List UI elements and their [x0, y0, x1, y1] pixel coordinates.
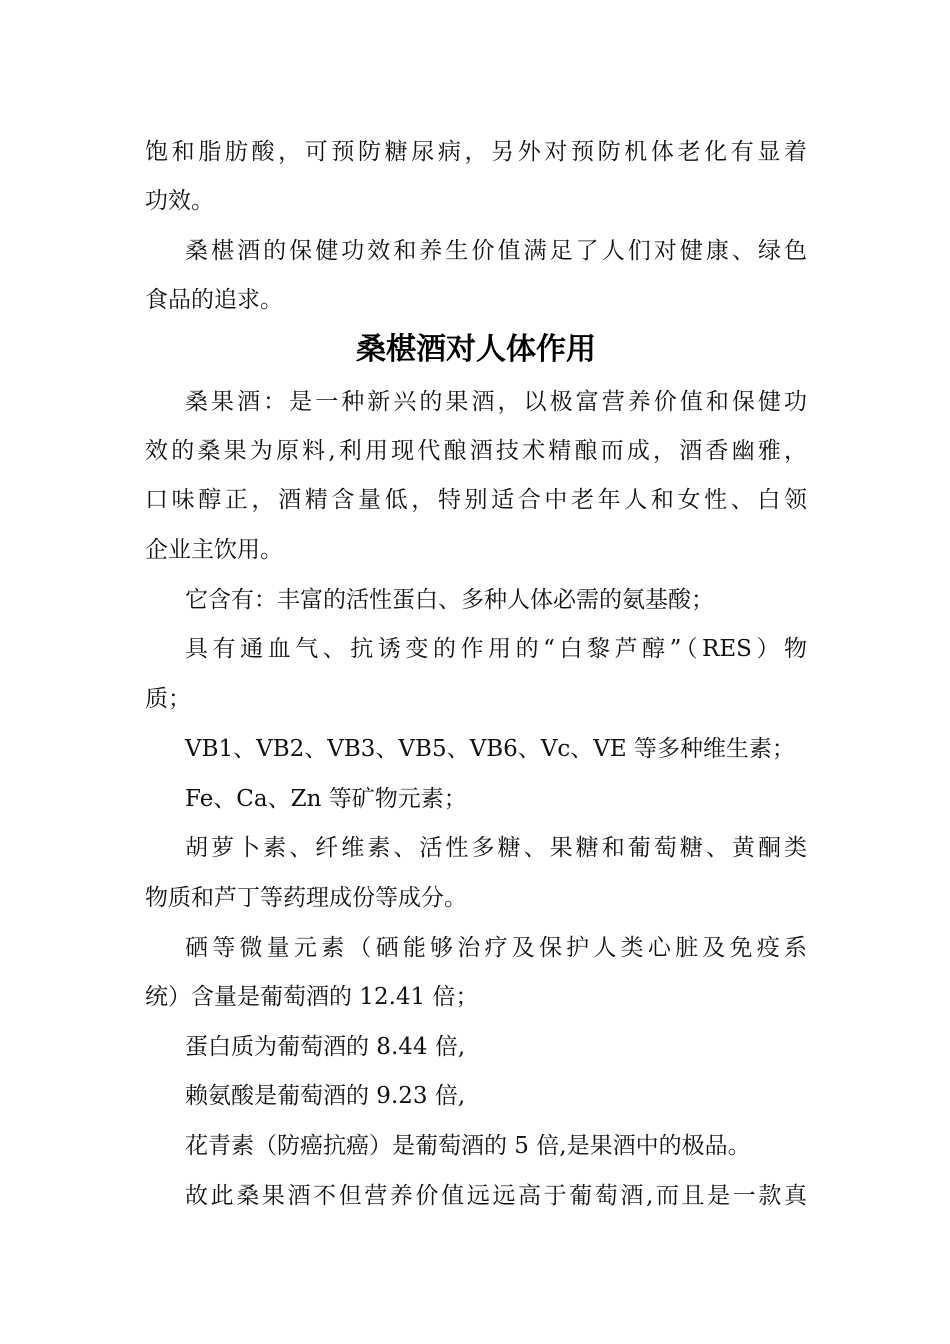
paragraph-line: 花青素（防癌抗癌）是葡萄酒的 5 倍,是果酒中的极品。	[185, 1133, 751, 1159]
paragraph-line: 企业主饮用。	[145, 537, 283, 563]
paragraph-line: 赖氨酸是葡萄酒的 9.23 倍,	[185, 1083, 466, 1109]
paragraph-line: 胡萝卜素、纤维素、活性多糖、果糖和葡萄糖、黄酮类	[185, 835, 807, 861]
paragraph-line: 效的桑果为原料,利用现代酿酒技术精酿而成，酒香幽雅，	[145, 438, 807, 464]
paragraph-line: 硒等微量元素（硒能够治疗及保护人类心脏及免疫系	[185, 935, 807, 961]
paragraph-line: 物质和芦丁等药理成份等成分。	[145, 885, 467, 911]
paragraph-line: 功效。	[145, 188, 214, 214]
paragraph-line: VB1、VB2、VB3、VB5、VB6、Vc、VE 等多种维生素；	[185, 736, 795, 762]
paragraph-line: 桑果酒：是一种新兴的果酒，以极富营养价值和保健功	[185, 389, 807, 415]
paragraph-line: 食品的追求。	[145, 287, 283, 313]
paragraph-line: 口味醇正，酒精含量低，特别适合中老年人和女性、白领	[145, 487, 807, 513]
paragraph-line: 故此桑果酒不但营养价值远远高于葡萄酒,而且是一款真	[185, 1183, 807, 1209]
paragraph-line: 它含有：丰富的活性蛋白、多种人体必需的氨基酸；	[185, 587, 714, 613]
paragraph-line: 统）含量是葡萄酒的 12.41 倍；	[145, 984, 479, 1010]
paragraph-line: 质；	[145, 686, 191, 712]
paragraph-line: 饱和脂肪酸，可预防糖尿病，另外对预防机体老化有显着	[145, 139, 807, 165]
paragraph-line: 蛋白质为葡萄酒的 8.44 倍,	[185, 1034, 466, 1060]
paragraph-line: 具有通血气、抗诱变的作用的“白黎芦醇”（RES）物	[185, 636, 807, 662]
paragraph-line: Fe、Ca、Zn 等矿物元素；	[185, 786, 467, 812]
paragraph-line: 桑椹酒的保健功效和养生价值满足了人们对健康、绿色	[185, 238, 807, 264]
section-title: 桑椹酒对人体作用	[356, 332, 596, 367]
